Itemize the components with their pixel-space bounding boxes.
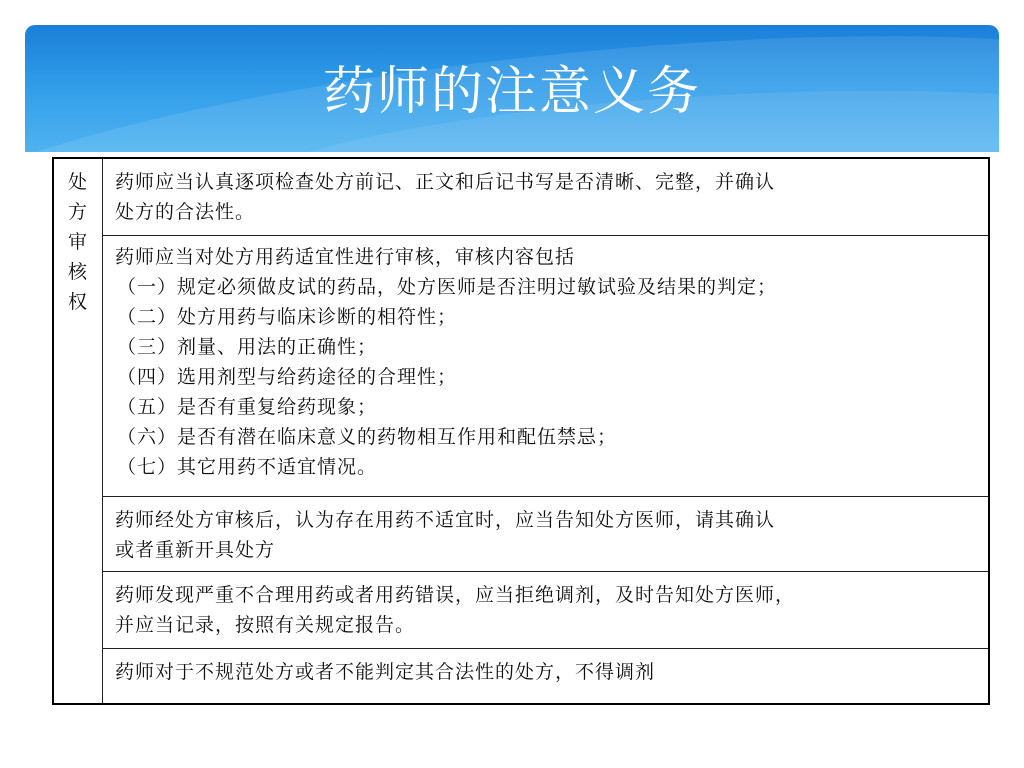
cell-nonstandard-prescription — [103, 649, 990, 705]
cell-text-line: 或者重新开具处方 — [115, 539, 276, 561]
review-item: （五）是否有重复给药现象； — [117, 396, 378, 418]
cell-text-line: 药师应当对处方用药适宜性进行审核，审核内容包括 — [115, 246, 576, 268]
table-row — [53, 158, 989, 236]
row-header-prescription-review-right — [53, 158, 103, 704]
label-char: 权 — [67, 291, 88, 313]
table-row — [53, 236, 989, 497]
cell-text-line: 药师对于不规范处方或者不能判定其合法性的处方，不得调剂 — [115, 661, 656, 683]
review-item: （三）剂量、用法的正确性； — [117, 336, 378, 358]
prescription-review-table — [52, 157, 990, 705]
cell-appropriateness-review — [103, 236, 990, 497]
table-row — [53, 572, 989, 649]
table-row — [53, 649, 989, 705]
label-char: 方 — [67, 201, 88, 223]
label-char: 核 — [67, 261, 88, 283]
review-item: （四）选用剂型与给药途径的合理性； — [117, 366, 458, 388]
cell-text-line: 药师发现严重不合理用药或者用药错误，应当拒绝调剂，及时告知处方医师， — [115, 584, 796, 606]
label-char: 处 — [67, 171, 88, 193]
label-char: 审 — [67, 231, 88, 253]
cell-check-prescription-completeness — [103, 158, 990, 236]
cell-text-line: 药师应当认真逐项检查处方前记、正文和后记书写是否清晰、完整，并确认 — [115, 171, 776, 193]
review-item: （六）是否有潜在临床意义的药物相互作用和配伍禁忌； — [117, 426, 618, 448]
cell-text-line: 处方的合法性。 — [115, 201, 256, 223]
review-item: （一）规定必须做皮试的药品，处方医师是否注明过敏试验及结果的判定； — [117, 276, 778, 298]
table-row — [53, 497, 989, 572]
slide-title: 药师的注意义务 — [322, 62, 701, 122]
cell-notify-physician — [103, 497, 990, 572]
review-item: （七）其它用药不适宜情况。 — [117, 456, 378, 478]
cell-text-line: 药师经处方审核后，认为存在用药不适宜时，应当告知处方医师，请其确认 — [115, 509, 776, 531]
cell-refuse-dispensing — [103, 572, 990, 649]
review-item: （二）处方用药与临床诊断的相符性； — [117, 306, 458, 328]
cell-text-line: 并应当记录，按照有关规定报告。 — [115, 614, 416, 636]
